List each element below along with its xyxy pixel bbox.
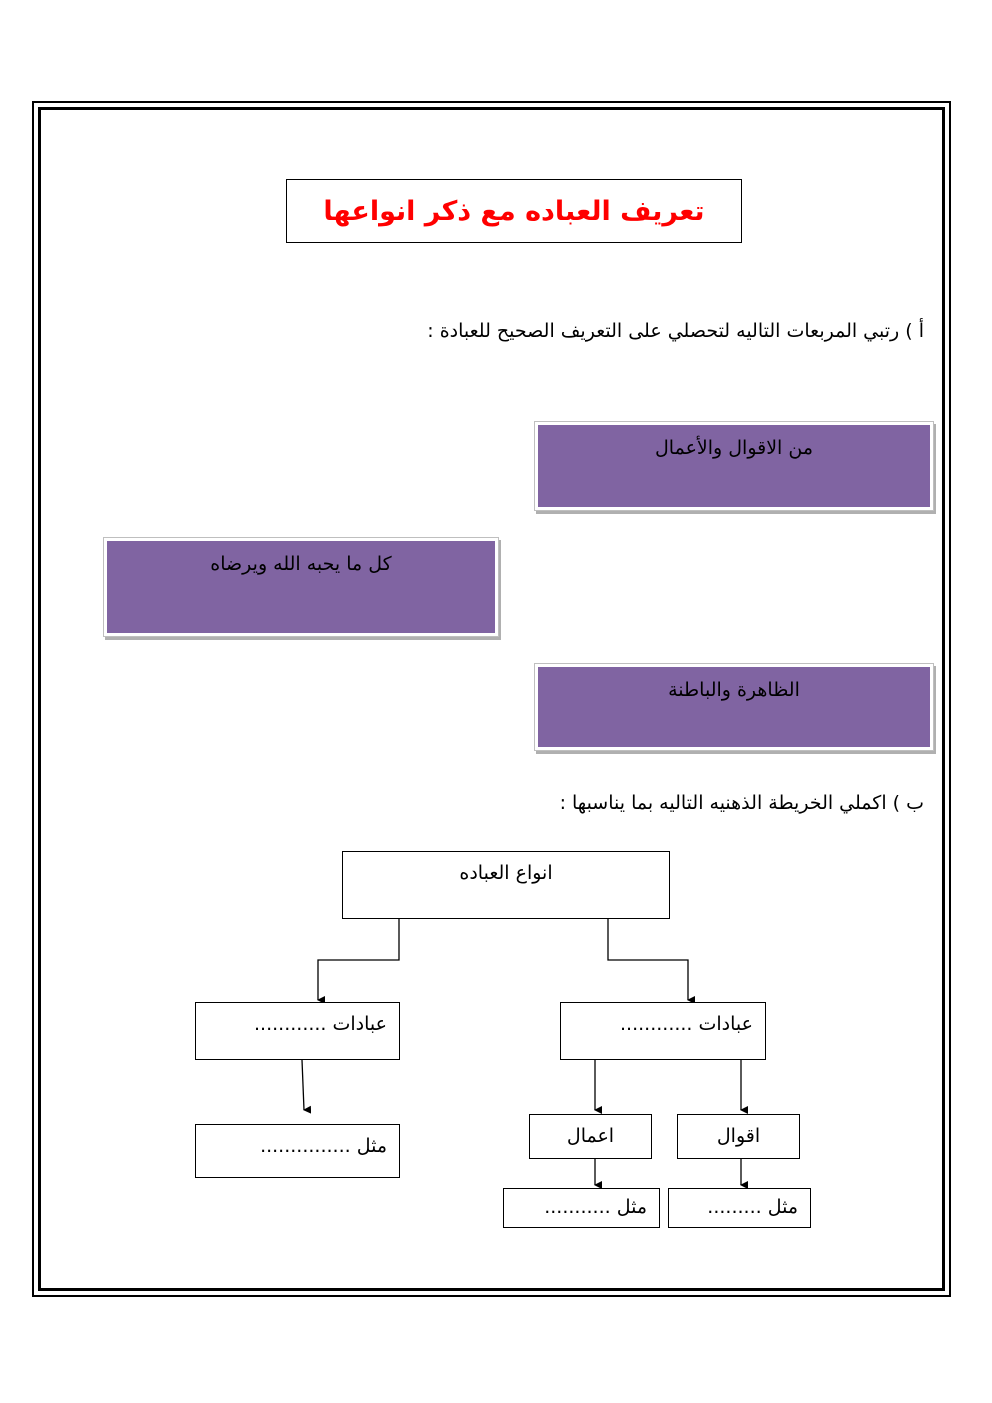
words-box xyxy=(677,1114,800,1159)
card-outer-inner-label: الظاهرة والباطنة xyxy=(668,679,800,701)
actions-example-label: مثل ........... xyxy=(544,1196,647,1218)
page-title: تعريف العباده مع ذكر انواعها xyxy=(323,195,705,227)
words-example-label: مثل ......... xyxy=(707,1196,798,1218)
actions-example-box[interactable] xyxy=(503,1188,660,1228)
actions-box xyxy=(529,1114,652,1159)
instruction-b: ب ) اكملي الخريطة الذهنيه التاليه بما يناسبها : xyxy=(559,792,924,814)
connector-left-example xyxy=(302,1060,304,1110)
words-label: اقوال xyxy=(716,1125,761,1147)
left-branch-box[interactable] xyxy=(195,1002,400,1060)
mind-map-root xyxy=(342,851,670,919)
words-example-box[interactable] xyxy=(668,1188,811,1228)
instruction-a: أ ) رتبي المربعات التاليه لتحصلي على التعريف الصحيح للعبادة : xyxy=(427,320,924,342)
left-example-box[interactable] xyxy=(195,1124,400,1178)
mind-map-root-label: انواع العباده xyxy=(459,862,553,884)
right-branch-box[interactable] xyxy=(560,1002,766,1060)
card-words-actions-label: من الاقوال والأعمال xyxy=(654,437,814,459)
card-what-god-loves-label: كل ما يحبه الله ويرضاه xyxy=(210,553,392,575)
actions-label: اعمال xyxy=(566,1125,615,1147)
connector-root-left xyxy=(318,918,399,1000)
left-example-label: مثل ............... xyxy=(260,1135,387,1157)
right-branch-label: عبادات ............ xyxy=(620,1013,753,1035)
connector-root-right xyxy=(608,918,688,1000)
left-branch-label: عبادات ............ xyxy=(254,1013,387,1035)
